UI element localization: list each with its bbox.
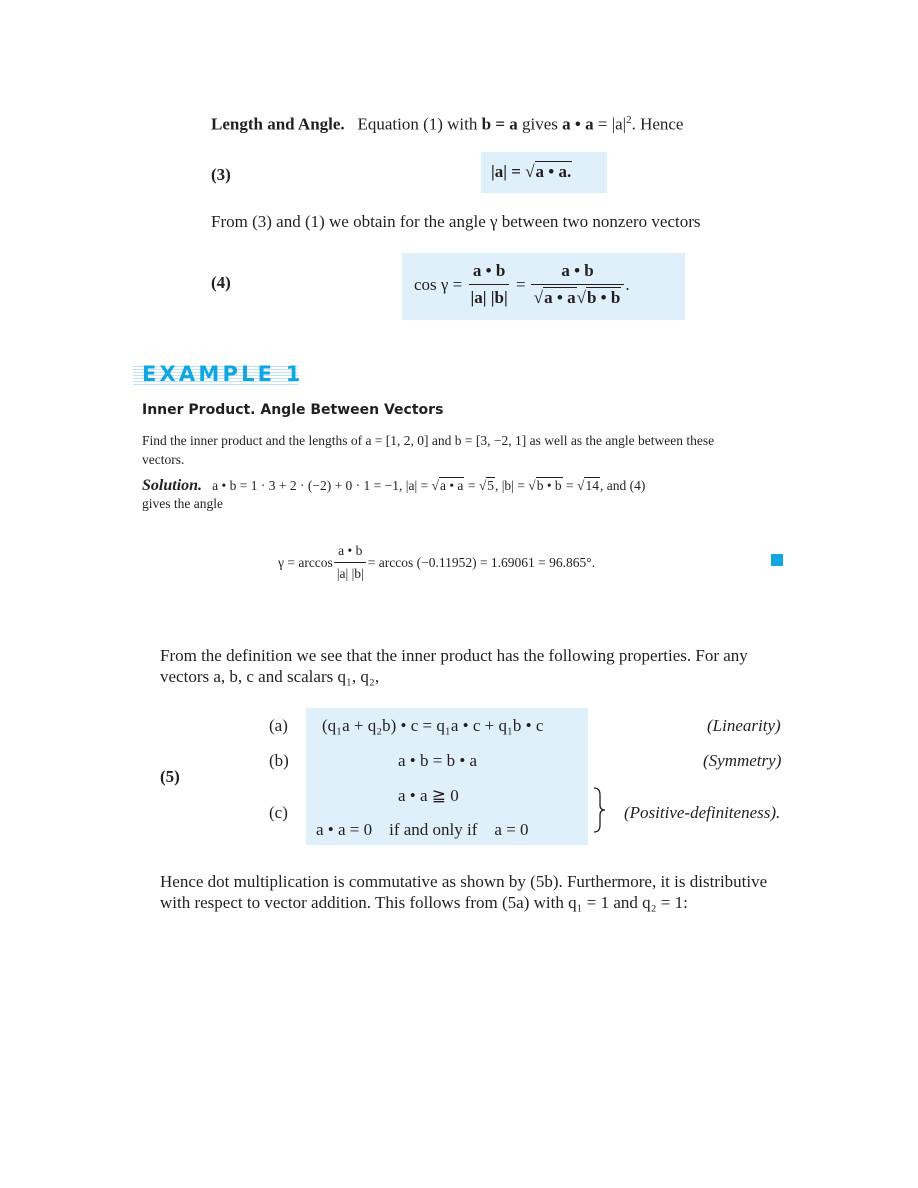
- gamma-fraction: $\frac{a • b}{|a| |b|}$: [333, 543, 368, 582]
- example-label: EXAMPLE 1: [142, 362, 304, 386]
- eq5b-name: (Symmetry): [703, 751, 782, 770]
- eq4-label: (4): [211, 273, 231, 292]
- eq5c-tag: (c): [269, 803, 288, 822]
- eq5a-name: (Linearity): [707, 716, 781, 735]
- gamma-equation: γ = arccos $\frac{a • b}{|a| |b|}$ = arccos (−0.11952) = 1.69061 = 96.865°.: [278, 543, 596, 581]
- example-title: Inner Product. Angle Between Vectors: [142, 402, 444, 418]
- eq5-label: (5): [160, 767, 180, 786]
- eq5b-tag: (b): [269, 751, 289, 770]
- closing-line1: Hence dot multiplication is commutative as shown by (5b). Furthermore, it is distributive: [160, 872, 768, 891]
- eq5c-formula-1: a • a ≧ 0: [398, 786, 459, 805]
- eq5b-formula: a • b = b • a: [398, 751, 478, 770]
- eq3-formula: |a| = √a • a.: [491, 162, 572, 181]
- section-heading: Length and Angle.: [211, 114, 345, 134]
- properties-intro-line1: From the definition we see that the inner product has the following properties. For any: [160, 646, 748, 665]
- eq4-fraction-1: $\frac{a • b}{|a| |b|}$: [470, 261, 508, 307]
- example-solution-line1: Solution. a • b = 1 · 3 + 2 · (−2) + 0 · 1 = −1, |a| = √a • a = √5, |b| = √b • b = √14, and (4): [142, 477, 646, 494]
- eq5c-name: (Positive-definiteness).: [624, 803, 781, 822]
- eq4-fraction-2: $\frac{a • b}{√a • a√b • b}$: [530, 261, 626, 308]
- closing-line2: with respect to vector addition. This follows from (5a) with q₁ = 1 and q₂ = 1:: [160, 893, 688, 912]
- example-problem-line1: Find the inner product and the lengths of a = [1, 2, 0] and b = [3, −2, 1] as well as the angle between these: [142, 433, 715, 448]
- end-of-example-icon: [771, 554, 783, 566]
- eq5a-tag: (a): [269, 716, 288, 735]
- properties-intro-line2: vectors a, b, c and scalars q₁, q₂,: [160, 667, 380, 686]
- eq3-label: (3): [211, 165, 231, 184]
- right-brace-icon: [592, 787, 606, 833]
- eq4-formula: cos γ = $\frac{a • b}{|a| |b|}$ = $\frac{a • b}{√a • a√b • b}$ .: [414, 261, 630, 307]
- section-text-between: From (3) and (1) we obtain for the angle γ between two nonzero vectors: [211, 212, 701, 231]
- example-problem-line2: vectors.: [142, 452, 185, 467]
- solution-label: Solution.: [142, 477, 203, 494]
- eq5a-formula: (q₁a + q₂b) • c = q₁a • c + q₁b • c: [322, 716, 544, 735]
- example-solution-line2: gives the angle: [142, 496, 223, 511]
- section-intro: Length and Angle. Equation (1) with b = a gives a • $a = |a|^2$. Hence: [211, 114, 684, 134]
- eq5c-formula-2: a • a = 0 if and only if a = 0: [316, 820, 529, 839]
